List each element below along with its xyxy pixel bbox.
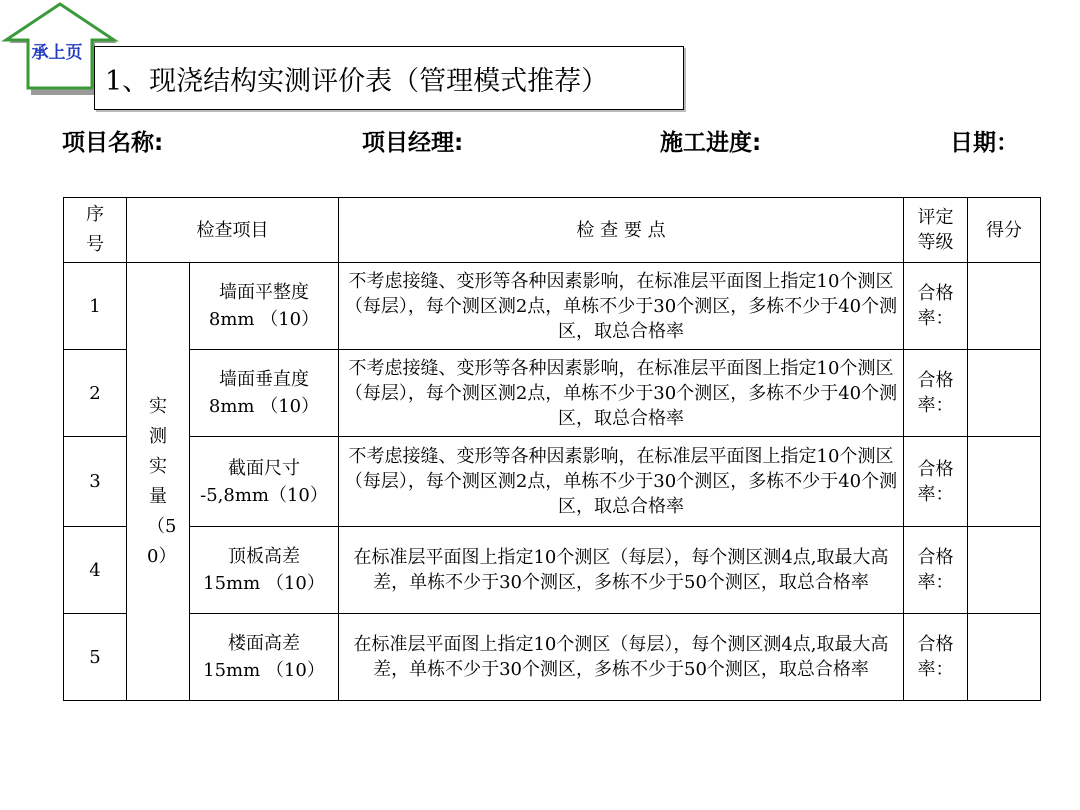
row-item-spec: 8mm （10） <box>208 309 320 330</box>
previous-page-label: 承上页 <box>31 43 83 63</box>
header-item: 检查项目 <box>127 198 339 263</box>
header-seq: 序号 <box>64 198 127 263</box>
row-item <box>190 263 339 350</box>
row-item <box>190 437 339 527</box>
header-points: 检 查 要 点 <box>339 198 904 263</box>
table-row <box>64 437 1041 527</box>
row-seq: 3 <box>64 437 127 527</box>
table-row <box>64 614 1041 701</box>
row-score-cell[interactable] <box>968 263 1041 350</box>
table-row <box>64 527 1041 614</box>
row-score-cell[interactable] <box>968 350 1041 437</box>
category-cell: 实测实量（50） <box>127 263 190 701</box>
header-grade: 评定等级 <box>904 198 968 263</box>
row-score-cell[interactable] <box>968 437 1041 527</box>
header-score: 得分 <box>968 198 1041 263</box>
row-score-cell[interactable] <box>968 527 1041 614</box>
table-row <box>64 263 1041 350</box>
row-grade: 合格率： <box>904 527 968 614</box>
row-seq: 5 <box>64 614 127 701</box>
row-item-name: 截面尺寸 <box>228 457 300 479</box>
project-manager-label: 项目经理: <box>362 130 464 156</box>
row-item <box>190 614 339 701</box>
evaluation-table <box>63 197 1041 701</box>
row-item-spec: 8mm （10） <box>208 396 320 417</box>
row-item <box>190 350 339 437</box>
row-points: 不考虑接缝、变形等各种因素影响，在标准层平面图上指定10个测区（每层），每个测区测2点，单栋不少于30个测区，多栋不少于40个测区，取总合格率 <box>339 263 904 350</box>
row-points: 在标准层平面图上指定10个测区（每层），每个测区测4点,取最大高差，单栋不少于30个测区，多栋不少于50个测区，取总合格率 <box>339 527 904 614</box>
row-grade: 合格率： <box>904 350 968 437</box>
row-grade: 合格率： <box>904 263 968 350</box>
row-item-spec: 15mm （10） <box>203 660 325 681</box>
row-seq: 4 <box>64 527 127 614</box>
row-grade: 合格率： <box>904 437 968 527</box>
date-label: 日期： <box>950 130 1019 156</box>
page-title: 1、现浇结构实测评价表（管理模式推荐） <box>94 46 684 110</box>
table-row <box>64 350 1041 437</box>
row-seq: 1 <box>64 263 127 350</box>
row-item-spec: -5,8mm（10） <box>200 484 328 506</box>
row-item-spec: 15mm （10） <box>203 573 325 594</box>
row-item-name: 墙面垂直度 <box>219 369 309 390</box>
progress-label: 施工进度: <box>660 130 762 156</box>
table-header-row <box>64 198 1041 263</box>
project-name-label: 项目名称: <box>62 130 164 156</box>
row-score-cell[interactable] <box>968 614 1041 701</box>
row-grade: 合格率： <box>904 614 968 701</box>
row-item <box>190 527 339 614</box>
row-item-name: 顶板高差 <box>228 546 300 567</box>
row-points: 在标准层平面图上指定10个测区（每层），每个测区测4点,取最大高差，单栋不少于30个测区，多栋不少于50个测区，取总合格率 <box>339 614 904 701</box>
project-info-row <box>0 124 1080 160</box>
row-item-name: 楼面高差 <box>228 633 300 654</box>
row-item-name: 墙面平整度 <box>219 282 309 303</box>
row-seq: 2 <box>64 350 127 437</box>
row-points: 不考虑接缝、变形等各种因素影响，在标准层平面图上指定10个测区（每层），每个测区测2点，单栋不少于30个测区，多栋不少于40个测区，取总合格率 <box>339 350 904 437</box>
row-points: 不考虑接缝、变形等各种因素影响，在标准层平面图上指定10个测区（每层），每个测区测2点，单栋不少于30个测区，多栋不少于40个测区，取总合格率 <box>339 437 904 527</box>
